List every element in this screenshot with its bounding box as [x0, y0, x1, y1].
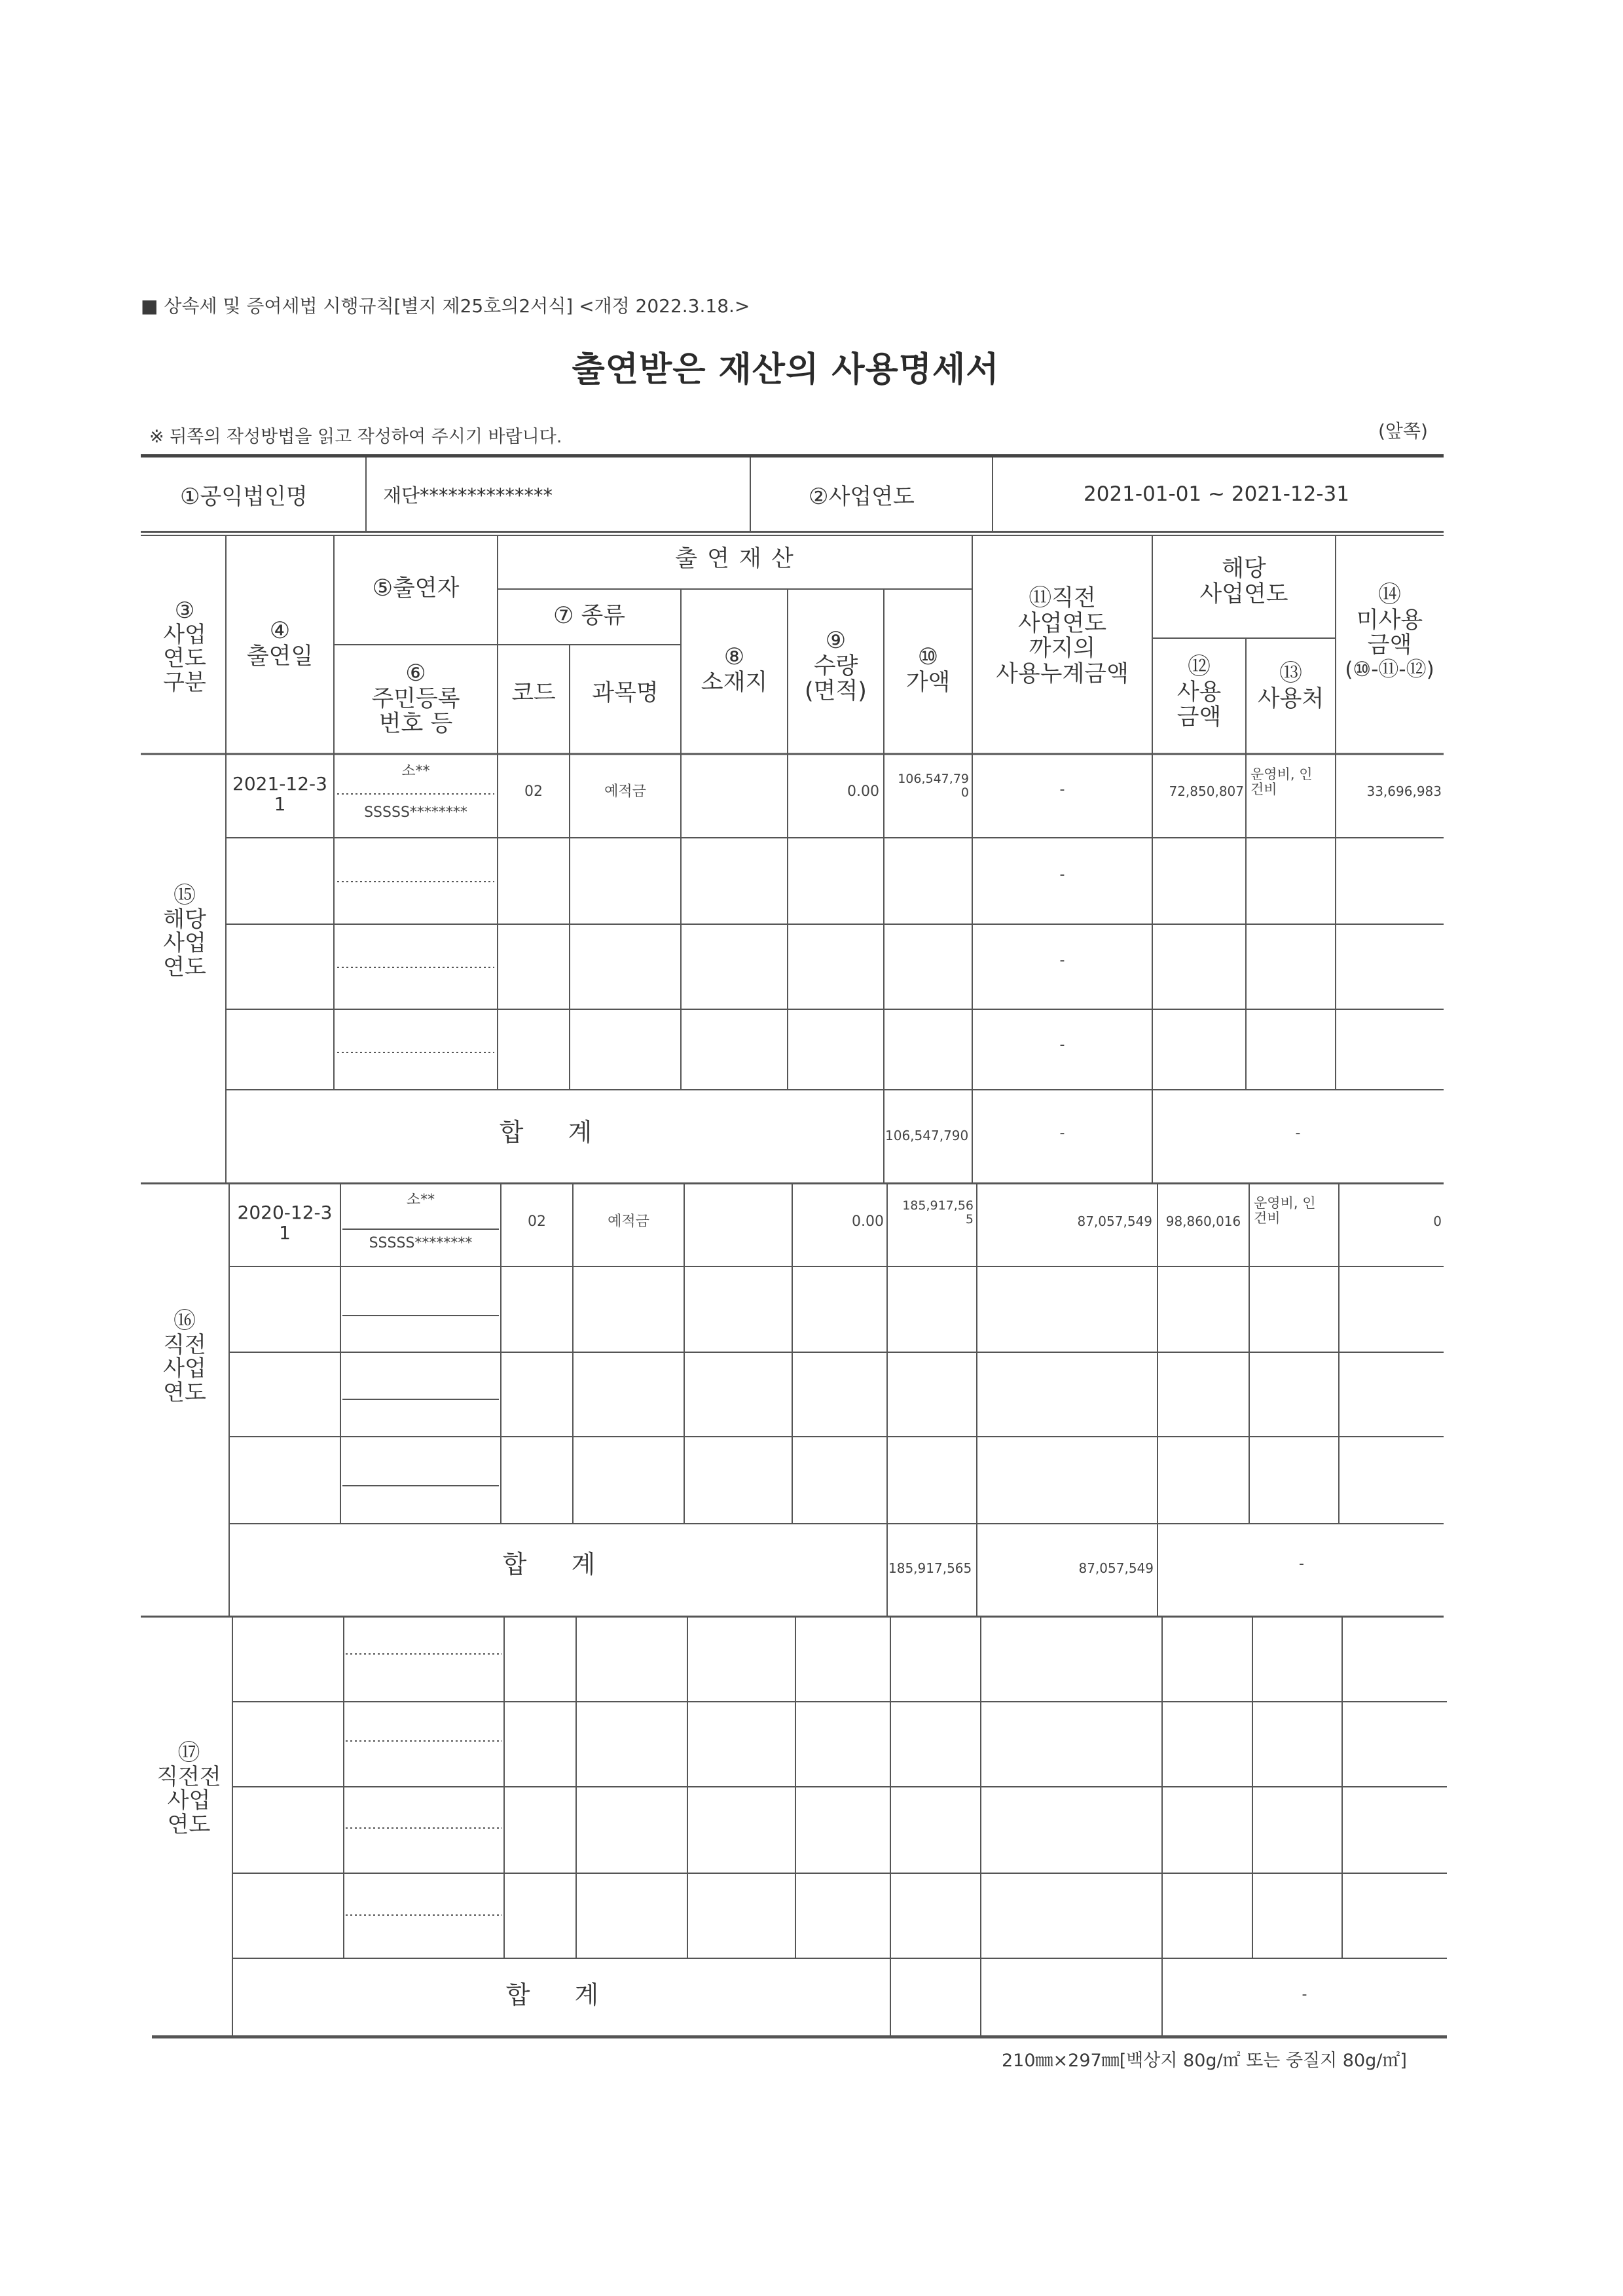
table-row-prev-value: 185,917,56 5	[902, 1198, 974, 1227]
table-row-prev-qty: 0.00	[852, 1213, 884, 1230]
total-cur-prior: -	[1059, 1125, 1065, 1141]
total-prev-value: 185,917,565	[888, 1560, 972, 1576]
asset-group-header: 출 연 재 산	[675, 546, 795, 572]
total-prev-label: 합 계	[502, 1550, 614, 1579]
col-3-header: ③ 사업 연도 구분	[163, 598, 206, 696]
col-11-header: ⑪직전 사업연도 까지의 사용누계금액	[996, 585, 1129, 687]
col-10-header: ⑩ 가액	[905, 644, 951, 696]
business-year-value: 2021-01-01 ~ 2021-12-31	[1084, 482, 1349, 506]
code-header: 코드	[511, 680, 556, 706]
law-reference: ■ 상속세 및 증여세법 시행규칙[별지 제25호의2서식] <개정 2022.3.18.>	[141, 295, 750, 317]
subject-header: 과목명	[592, 680, 659, 706]
table-row-prev-date: 2020-12-3 1	[237, 1202, 333, 1244]
total-cur-label: 합 계	[499, 1118, 611, 1147]
col-5-header: ⑤출연자	[372, 575, 460, 601]
table-row-cur-value: 106,547,79 0	[898, 772, 969, 800]
page-side-label: (앞쪽)	[1378, 420, 1428, 442]
table-row-prev-unused: 0	[1433, 1213, 1442, 1229]
section-16-label: ⑯ 직전 사업 연도	[163, 1308, 206, 1407]
col-13-header: ⑬ 사용처	[1257, 660, 1324, 712]
total-prev2-label: 합 계	[505, 1981, 617, 2009]
table-row-prev-subject: 예적금	[608, 1213, 649, 1230]
table-row-cur-used: 72,850,807	[1169, 783, 1244, 799]
col-12-header: ⑫ 사용 금액	[1176, 654, 1222, 730]
table-row-cur-id: SSSSS********	[364, 804, 467, 821]
table-row-cur-empty-dash: -	[1059, 1037, 1065, 1053]
total-cur-value: 106,547,790	[885, 1128, 969, 1143]
total-prev2-used: -	[1302, 1986, 1307, 2003]
current-year-header: 해당 사업연도	[1199, 556, 1288, 607]
table-row-cur-empty-dash: -	[1059, 867, 1065, 883]
total-prev-used: -	[1299, 1556, 1304, 1572]
total-cur-used: -	[1295, 1125, 1301, 1141]
table-row-prev-donor: 소**	[406, 1192, 435, 1208]
table-row-prev-code: 02	[528, 1213, 546, 1230]
col-14-header: ⑭ 미사용 금액 (⑩-⑪-⑫)	[1345, 582, 1434, 681]
table-row-cur-qty: 0.00	[847, 783, 879, 800]
total-prev-prior: 87,057,549	[1078, 1560, 1154, 1576]
table-row-prev-used: 98,860,016	[1165, 1213, 1241, 1229]
col-8-header: ⑧ 소재지	[701, 644, 768, 696]
col-9-header: ⑨ 수량 (면적)	[805, 628, 867, 704]
business-year-label: ②사업연도	[809, 483, 915, 510]
table-row-cur-subject: 예적금	[604, 783, 646, 800]
table-row-cur-donor: 소**	[401, 763, 430, 780]
page-title: 출연받은 재산의 사용명세서	[572, 350, 1000, 389]
table-row-prev-prior: 87,057,549	[1077, 1213, 1152, 1229]
table-row-prev-place: 운영비, 인 건비	[1254, 1195, 1316, 1227]
table-row-cur-prior: -	[1059, 781, 1065, 798]
instruction-note: ※ 뒤쪽의 작성방법을 읽고 작성하여 주시기 바랍니다.	[149, 427, 562, 447]
section-15-label: ⑮ 해당 사업 연도	[163, 882, 206, 981]
col-4-header: ④ 출연일	[246, 618, 314, 670]
org-name-label: ①공익법인명	[180, 483, 308, 510]
col-7-header: ⑦ 종류	[553, 603, 626, 629]
col-6-header: ⑥ 주민등록 번호 등	[371, 660, 460, 737]
table-row-cur-unused: 33,696,983	[1366, 783, 1442, 799]
paper-spec-footer: 210㎜×297㎜[백상지 80g/㎡ 또는 중질지 80g/㎡]	[1002, 2051, 1407, 2071]
table-row-cur-code: 02	[524, 783, 543, 800]
table-row-cur-empty-dash: -	[1059, 952, 1065, 969]
table-row-prev-id: SSSSS********	[369, 1235, 473, 1251]
table-row-cur-place: 운영비, 인 건비	[1250, 766, 1313, 798]
org-name-value: 재단**************	[383, 484, 553, 507]
table-row-cur-date: 2021-12-3 1	[232, 773, 327, 815]
section-17-label: ⑰ 직전전 사업 연도	[156, 1740, 221, 1839]
